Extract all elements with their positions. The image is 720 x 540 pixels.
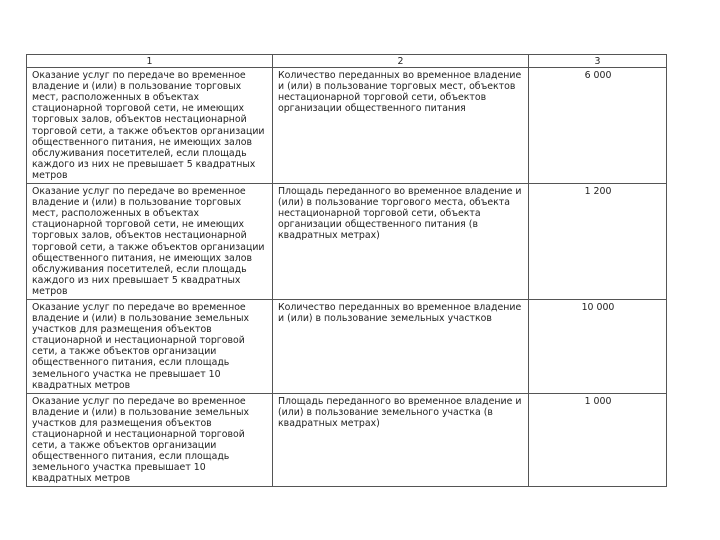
table-header-row (27, 55, 667, 68)
column-header-2: 2 (273, 55, 529, 68)
indicator-cell: Площадь переданного во временное владение и (или) в пользование земельного участка (в квадратных метрах) (273, 393, 529, 487)
value-cell: 10 000 (529, 299, 667, 393)
indicator-cell: Количество переданных во временное владение и (или) в пользование торговых мест, объектов нестационарной торговой сети, объектов организации общественного питания (273, 68, 529, 184)
indicator-cell: Количество переданных во временное владение и (или) в пользование земельных участков (273, 299, 529, 393)
column-header-3: 3 (529, 55, 667, 68)
tax-rates-table (26, 54, 667, 487)
table-row (27, 393, 667, 487)
table-row (27, 184, 667, 300)
column-header-1: 1 (27, 55, 273, 68)
value-cell: 1 200 (529, 184, 667, 300)
table-row (27, 299, 667, 393)
activity-cell: Оказание услуг по передаче во временное владение и (или) в пользование земельных участков для размещения объектов стационарной и нестационарной торговой сети, а также объектов организации общественного питания, если площадь земельного участка превышает 10 квадратных метров (27, 393, 273, 487)
activity-cell: Оказание услуг по передаче во временное владение и (или) в пользование земельных участков для размещения объектов стационарной и нестационарной торговой сети, а также объектов организации общественного питания, если площадь земельного участка не превышает 10 квадратных метров (27, 299, 273, 393)
value-cell: 1 000 (529, 393, 667, 487)
activity-cell: Оказание услуг по передаче во временное владение и (или) в пользование торговых мест, расположенных в объектах стационарной торговой сети, не имеющих торговых залов, объектов нестационарной торговой сети, а также объектов организации общественного питания, не имеющих залов обслуживания посетителей, если площадь каждого из них не превышает 5 квадратных метров (27, 68, 273, 184)
table-row (27, 68, 667, 184)
value-cell: 6 000 (529, 68, 667, 184)
activity-cell: Оказание услуг по передаче во временное владение и (или) в пользование торговых мест, расположенных в объектах стационарной торговой сети, не имеющих торговых залов, объектов нестационарной торговой сети, а также объектов организации общественного питания, не имеющих залов обслуживания посетителей, если площадь каждого из них превышает 5 квадратных метров (27, 184, 273, 300)
indicator-cell: Площадь переданного во временное владение и (или) в пользование торгового места, объекта нестационарной торговой сети, объекта организации общественного питания (в квадратных метрах) (273, 184, 529, 300)
